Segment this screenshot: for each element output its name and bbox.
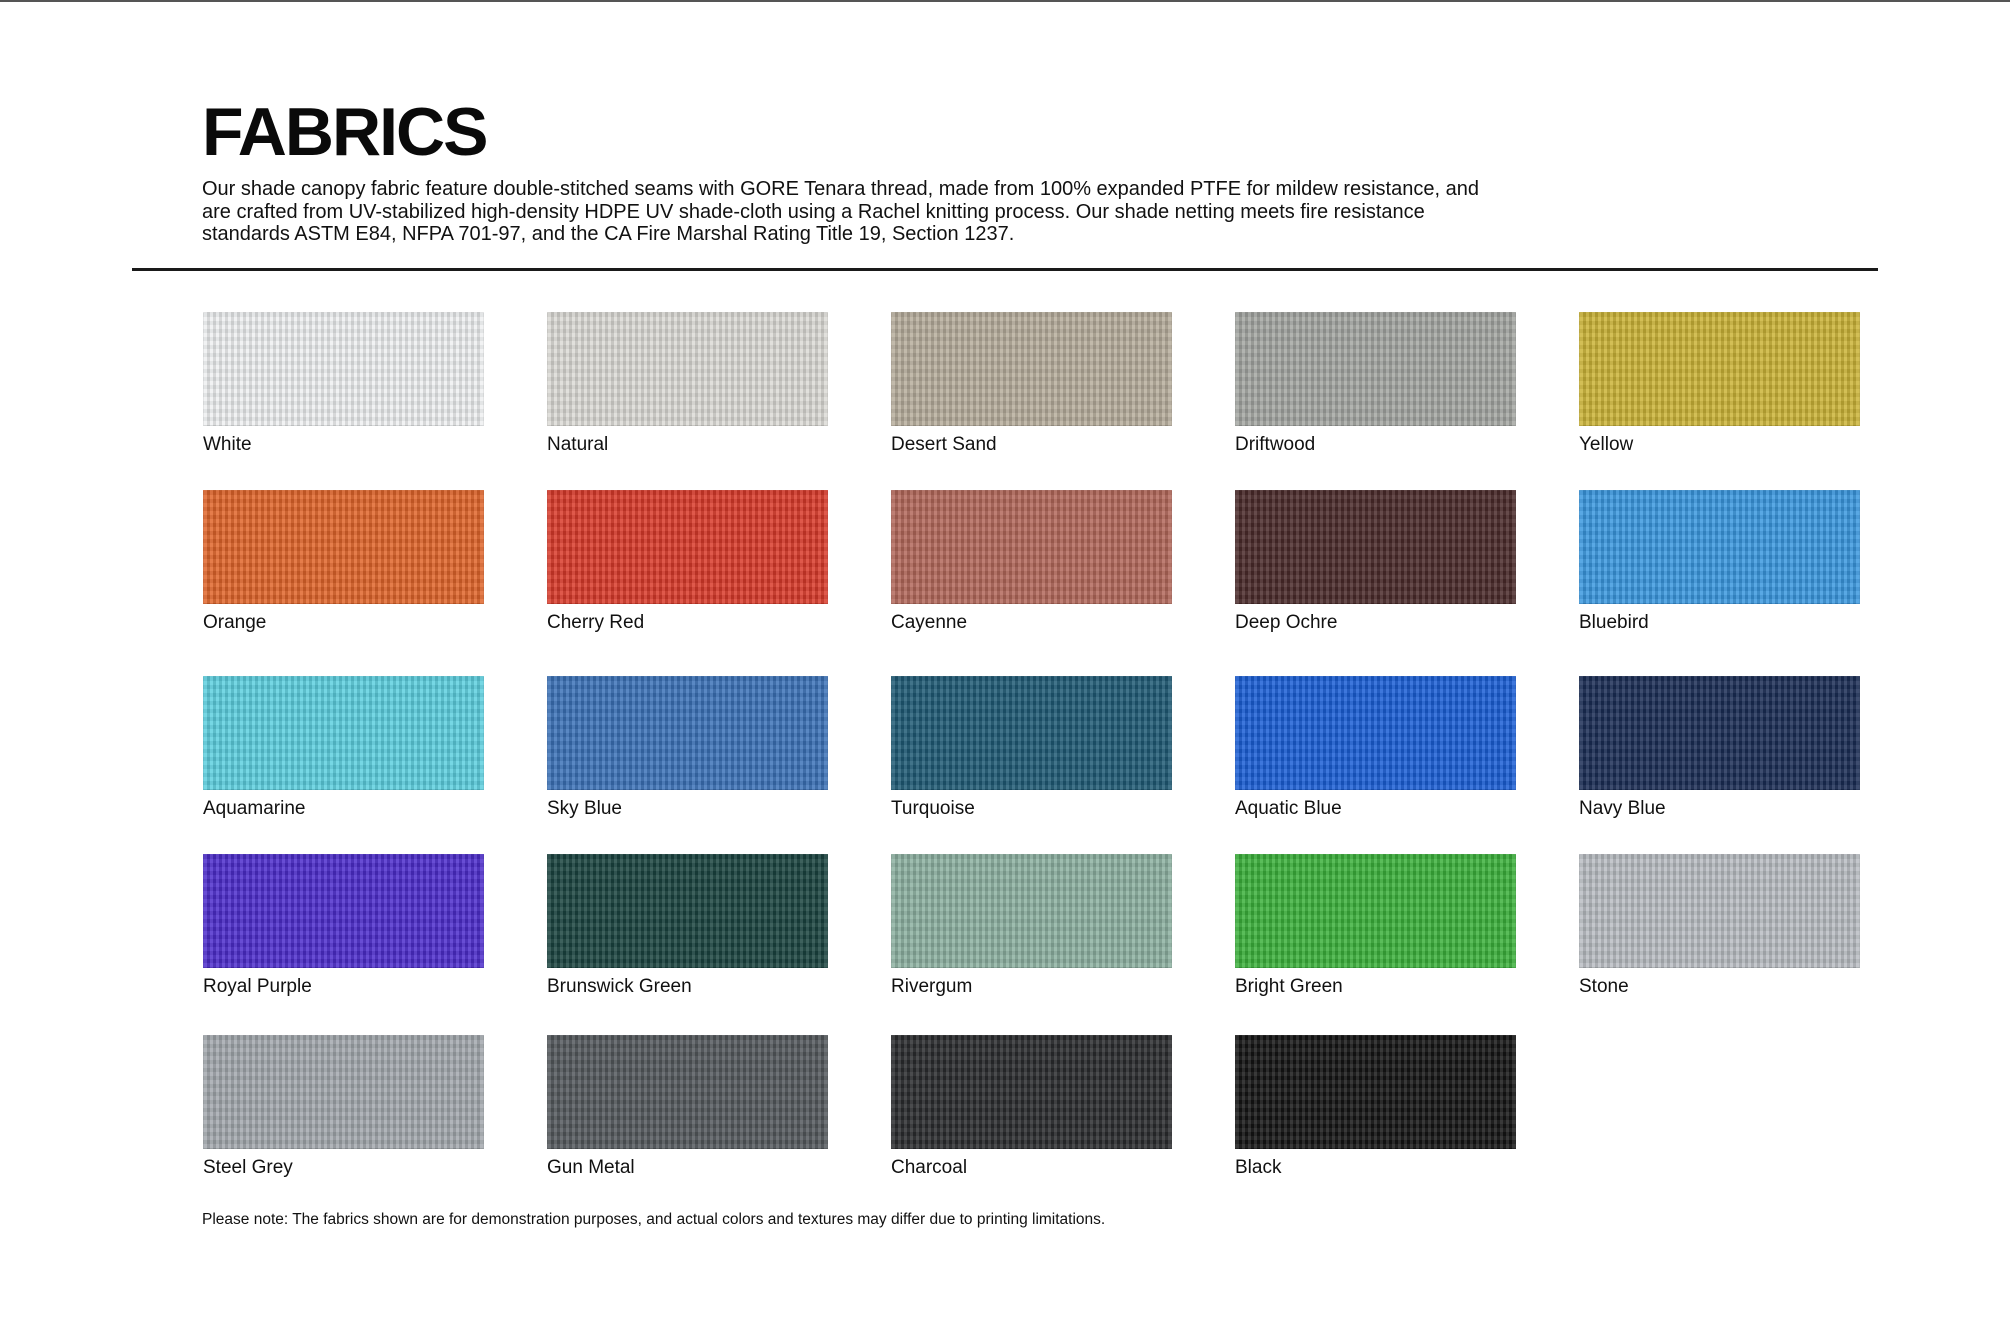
fabric-label: Bright Green: [1235, 976, 1343, 997]
fabric-swatch: [891, 312, 1172, 426]
fabric-swatch: [891, 1035, 1172, 1149]
section-divider: [132, 268, 1878, 271]
page-title: FABRICS: [202, 94, 487, 170]
fabric-label: Yellow: [1579, 434, 1634, 455]
fabric-swatch: [203, 312, 484, 426]
fabric-label: White: [203, 434, 252, 455]
fabric-swatch: [547, 490, 828, 604]
fabric-label: Black: [1235, 1157, 1282, 1178]
fabric-label: Aquamarine: [203, 798, 306, 819]
fabric-swatch: [547, 854, 828, 968]
fabric-label: Desert Sand: [891, 434, 997, 455]
fabric-swatch: [203, 676, 484, 790]
disclaimer-note: Please note: The fabrics shown are for demonstration purposes, and actual colors and textures may differ due to printing limitations.: [202, 1211, 1106, 1228]
fabric-swatch: [547, 312, 828, 426]
fabric-swatch: [1579, 854, 1860, 968]
fabric-swatch: [203, 854, 484, 968]
fabric-swatch: [1235, 312, 1516, 426]
fabric-label: Royal Purple: [203, 976, 312, 997]
fabric-label: Steel Grey: [203, 1157, 293, 1178]
fabric-swatch: [1579, 676, 1860, 790]
fabric-label: Stone: [1579, 976, 1629, 997]
fabric-swatch: [547, 676, 828, 790]
fabric-label: Natural: [547, 434, 609, 455]
fabric-swatch: [891, 490, 1172, 604]
intro-paragraph: Our shade canopy fabric feature double-stitched seams with GORE Tenara thread, made from 100% expanded PTFE for mildew resistance, and are crafted from UV-stabilized high-density HDPE UV shade-cloth using a Rachel knitting process. Our shade netting meets fire resistance standards ASTM E84, NFPA 701-97, and the CA Fire Marshal Rating Title 19, Section 1237.: [202, 178, 1479, 245]
fabric-label: Aquatic Blue: [1235, 798, 1342, 819]
fabric-swatch: [1579, 312, 1860, 426]
fabric-swatch: [203, 1035, 484, 1149]
fabric-swatch: [1235, 1035, 1516, 1149]
fabric-swatch: [891, 676, 1172, 790]
fabric-swatch: [547, 1035, 828, 1149]
fabric-swatch: [891, 854, 1172, 968]
fabric-label: Turquoise: [891, 798, 975, 819]
fabric-label: Cherry Red: [547, 612, 645, 633]
fabric-label: Brunswick Green: [547, 976, 692, 997]
fabric-label: Sky Blue: [547, 798, 622, 819]
fabric-swatch: [1579, 490, 1860, 604]
fabric-label: Orange: [203, 612, 267, 633]
fabric-label: Deep Ochre: [1235, 612, 1338, 633]
fabric-label: Rivergum: [891, 976, 973, 997]
fabric-swatch: [1235, 854, 1516, 968]
fabric-label: Gun Metal: [547, 1157, 635, 1178]
fabric-swatch: [1235, 490, 1516, 604]
fabric-swatch: [203, 490, 484, 604]
fabric-label: Cayenne: [891, 612, 968, 633]
fabric-swatch: [1235, 676, 1516, 790]
fabric-label: Driftwood: [1235, 434, 1316, 455]
fabric-label: Charcoal: [891, 1157, 968, 1178]
fabric-label: Navy Blue: [1579, 798, 1666, 819]
fabric-label: Bluebird: [1579, 612, 1649, 633]
